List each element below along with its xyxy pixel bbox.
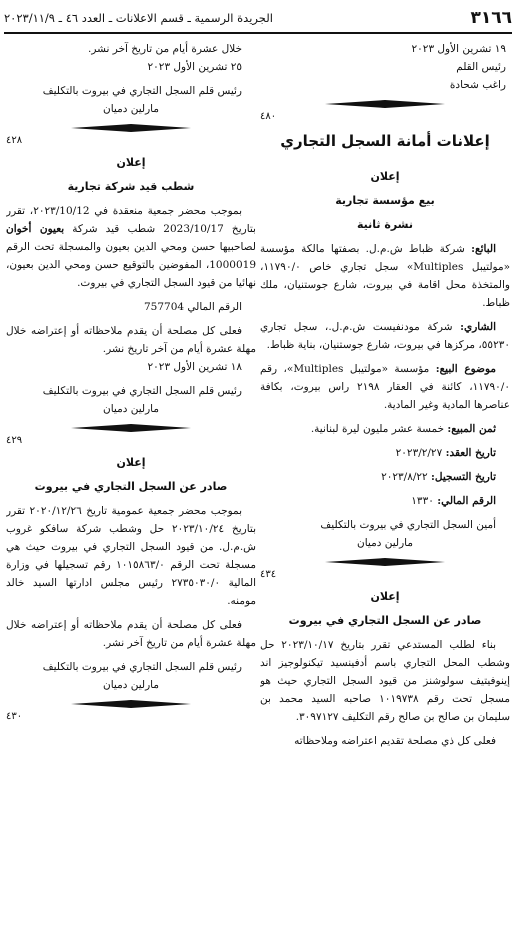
gazette-title: الجريدة الرسمية ـ قسم الاعلانات ـ العدد ٤٦ ـ ٢٠٢٣/١١/٩ — [4, 11, 273, 25]
notice-closing: فعلى كل ذي مصلحة تقديم اعتراضه وملاحظاته — [294, 735, 496, 747]
signer-role: رئيس قلم السجل التجاري في بيروت بالتكليف — [42, 661, 242, 673]
fiscal-number-line: الرقم المالي: ١٣٣٠ — [411, 495, 496, 507]
signer-name: مارلين دميان — [357, 537, 413, 549]
separator-ornament — [6, 124, 256, 132]
closing-date: ١٩ تشرين الأول ٢٠٢٣ — [411, 43, 506, 55]
company-name: بعيون أخوان — [6, 223, 65, 235]
notice-title: صادر عن السجل التجاري في بيروت — [288, 614, 482, 627]
signer-name: راغب شحادة — [449, 79, 506, 91]
notice-number: ٤٨٠ — [260, 111, 277, 122]
price-line: ثمن المبيع: خمسة عشر مليون ليرة لبنانية. — [310, 423, 496, 435]
fiscal-number-line: الرقم المالي 757704 — [143, 301, 242, 313]
notice-number: ٤٢٩ — [6, 435, 23, 446]
notice-heading: إعلان — [370, 170, 400, 183]
notice-title: شطب قيد شركة تجارية — [67, 180, 195, 193]
separator-ornament — [6, 700, 256, 708]
signer-role: أمين السجل التجاري في بيروت بالتكليف — [320, 519, 496, 531]
subject-paragraph: موضوع البيع: مؤسسة «مولتيبل Multiples»، رقم ١١٧٩٠/٠، كائنة في العقار ٢١٩٨ راس بيروت، بكافة عناصرها المادية وغير المادية. — [260, 363, 510, 411]
notice-body: بموجب محضر جمعية عمومية تاريخ ٢٠٢٠/١٢/٢٦ تقرر بتاريخ ٢٠٢٣/١٠/٢٤ حل وشطب شركة سافكو غروب ش.م.ل. من قيود السجل التجاري في بيروت حيث هي مسجلة تحت الرقم ١٠١٥٨٦٣/٠ رقم تسجيلها في وزارة المالية ٢٧٣٥٠٣٠/٠ رئيس مجلس ادارتها السيد خالد مومنه. — [6, 505, 256, 607]
signer-name: مارلين دميان — [103, 103, 159, 115]
registration-date-line: تاريخ التسجيل: ٢٠٢٣/٨/٢٢ — [381, 471, 496, 483]
section-title: إعلانات أمانة السجل التجاري — [280, 132, 490, 150]
notice-body: بناء لطلب المستدعي تقرر بتاريخ ٢٠٢٣/١٠/١٧ حل وشطب المحل التجاري باسم أدفينسيد تيكنولوجيز اند إينوفيتيف سولوشنز من قيود السجل التجاري حيث هو مسجل تحت رقم ١٠١٩٧٣٨ صاحبه السيد محمد بن سليمان بن صالح بن صالح رقم التكليف ٣٠٩٧١٢٧. — [260, 639, 510, 723]
left-column — [6, 40, 256, 930]
signer-name: مارلين دميان — [103, 403, 159, 415]
notice-closing: خلال عشرة أيام من تاريخ آخر نشر. — [87, 43, 242, 55]
notice-number: ٤٣٤ — [260, 569, 277, 580]
notice-closing: فعلى كل مصلحة أن يقدم ملاحظاته أو إعتراضه خلال مهلة عشرة أيام من آخر تاريخ نشر. — [6, 325, 256, 355]
notice-body: بموجب محضر جمعية منعقدة في ٢٠٢٣/10/12، تقرر بتاريخ 2023/10/17 شطب قيد شركة بعيون أخوان لصاحبيها حسن ومحي الدين بعيون والمسجلة تحت الرقم 1000019، المفوضين بالتوقيع حسن ومحي الدين بعيون، نهائيا من قيود السجل التجاري في بيروت. — [6, 205, 256, 289]
notice-title: بيع مؤسسة تجارية — [335, 194, 435, 207]
signer-role: رئيس قلم السجل التجاري في بيروت بالتكليف — [42, 85, 242, 97]
closing-date: ٢٥ تشرين الأول ٢٠٢٣ — [147, 61, 242, 73]
separator-ornament — [6, 424, 256, 432]
notice-number: ٤٣٠ — [6, 711, 23, 722]
signer-name: مارلين دميان — [103, 679, 159, 691]
closing-date: ١٨ تشرين الأول ٢٠٢٣ — [147, 361, 242, 373]
notice-subtitle: نشرة ثانية — [356, 218, 414, 231]
seller-paragraph: البائع: شركة ظباط ش.م.ل. بصفتها مالكة مؤسسة «مولتيبل Multiples» سجل تجاري خاص ١١٧٩٠/٠، والمتخذة محل اقامة في بيروت، شارع جوستنيان، ملك ظباط. — [260, 243, 510, 309]
buyer-paragraph: الشاري: شركة مودنفيست ش.م.ل.، سجل تجاري ٥٥٢٣٠، مركزها في بيروت، شارع جوستنيان، بناية ظباط. — [260, 321, 510, 351]
notice-title: صادر عن السجل التجاري في بيروت — [34, 480, 228, 493]
notice-heading: إعلان — [370, 590, 400, 603]
right-column — [260, 40, 510, 930]
signer-role: رئيس القلم — [456, 61, 506, 73]
separator-ornament — [260, 558, 510, 566]
page-number: ٣١٦٦ — [470, 8, 512, 28]
notice-closing: فعلى كل مصلحة أن يقدم ملاحظاته أو إعتراضه خلال مهلة عشرة أيام من تاريخ آخر نشر. — [6, 619, 256, 649]
signer-role: رئيس قلم السجل التجاري في بيروت بالتكليف — [42, 385, 242, 397]
notice-heading: إعلان — [116, 156, 146, 169]
notice-heading: إعلان — [116, 456, 146, 469]
separator-ornament — [260, 100, 510, 108]
contract-date-line: تاريخ العقد: ٢٠٢٣/٢/٢٧ — [395, 447, 496, 459]
notice-number: ٤٢٨ — [6, 135, 23, 146]
page-header — [4, 4, 512, 34]
